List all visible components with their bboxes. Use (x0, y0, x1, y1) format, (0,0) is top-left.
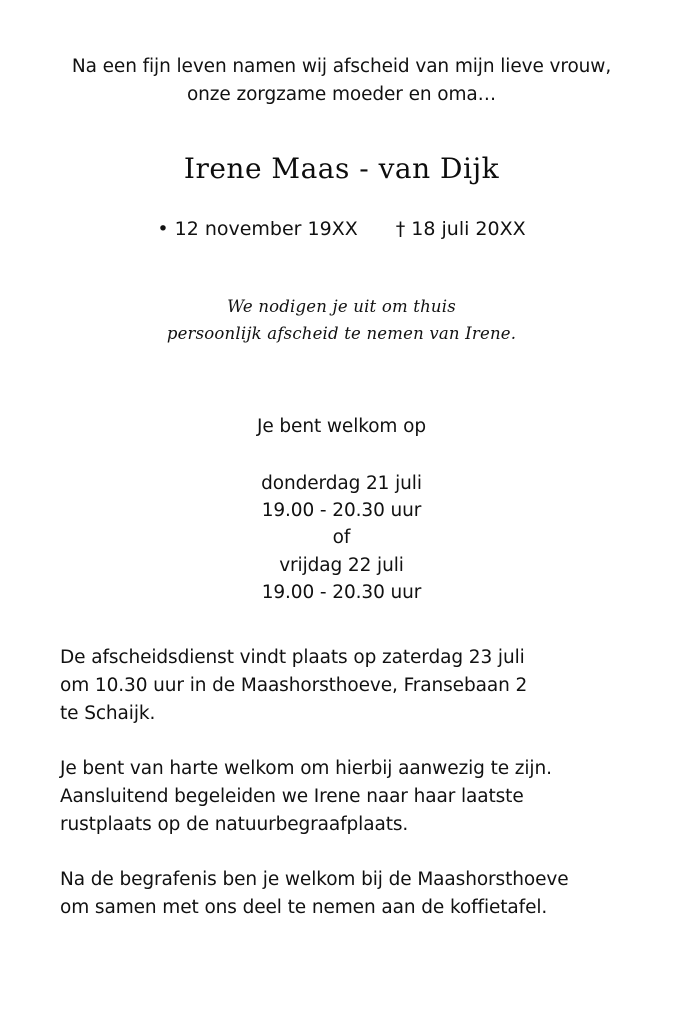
schedule-time-1: 19.00 - 20.30 uur (261, 500, 422, 521)
schedule-day-2: vrijdag 22 juli (279, 555, 404, 576)
schedule-or: of (332, 527, 351, 548)
burial-paragraph (60, 755, 670, 839)
service-line-1: De afscheidsdienst vindt plaats op zaterdag 23 juli (60, 647, 525, 668)
schedule-time-2: 19.00 - 20.30 uur (261, 582, 422, 603)
service-line-2: om 10.30 uur in de Maashorsthoeve, Fransebaan 2 (60, 675, 528, 696)
schedule-day-1: donderdag 21 juli (261, 473, 422, 494)
deceased-name: Irene Maas - van Dijk (183, 152, 500, 185)
burial-line-1: Je bent van harte welkom om hierbij aanwezig te zijn. (60, 758, 552, 779)
coffee-line-2: om samen met ons deel te nemen aan de koffietafel. (60, 897, 548, 918)
intro-line-1: Na een fijn leven namen wij afscheid van mijn lieve vrouw, (71, 56, 612, 77)
coffee-paragraph (60, 866, 670, 922)
intro-line-2: onze zorgzame moeder en oma… (186, 84, 497, 105)
service-line-3: te Schaijk. (60, 703, 156, 724)
burial-line-3: rustplaats op de natuurbegraafplaats. (60, 814, 409, 835)
death-date: † 18 juli 20XX (395, 218, 526, 240)
invitation-line-2: persoonlijk afscheid te nemen van Irene. (166, 324, 517, 343)
service-paragraph (60, 644, 670, 728)
burial-line-2: Aansluitend begeleiden we Irene naar haar laatste (60, 786, 524, 807)
dates-row (0, 218, 683, 240)
welcome-text: Je bent welkom op (257, 416, 426, 437)
invitation-line-1: We nodigen je uit om thuis (227, 297, 456, 316)
coffee-line-1: Na de begrafenis ben je welkom bij de Maashorsthoeve (60, 869, 569, 890)
birth-date: • 12 november 19XX (157, 218, 358, 240)
